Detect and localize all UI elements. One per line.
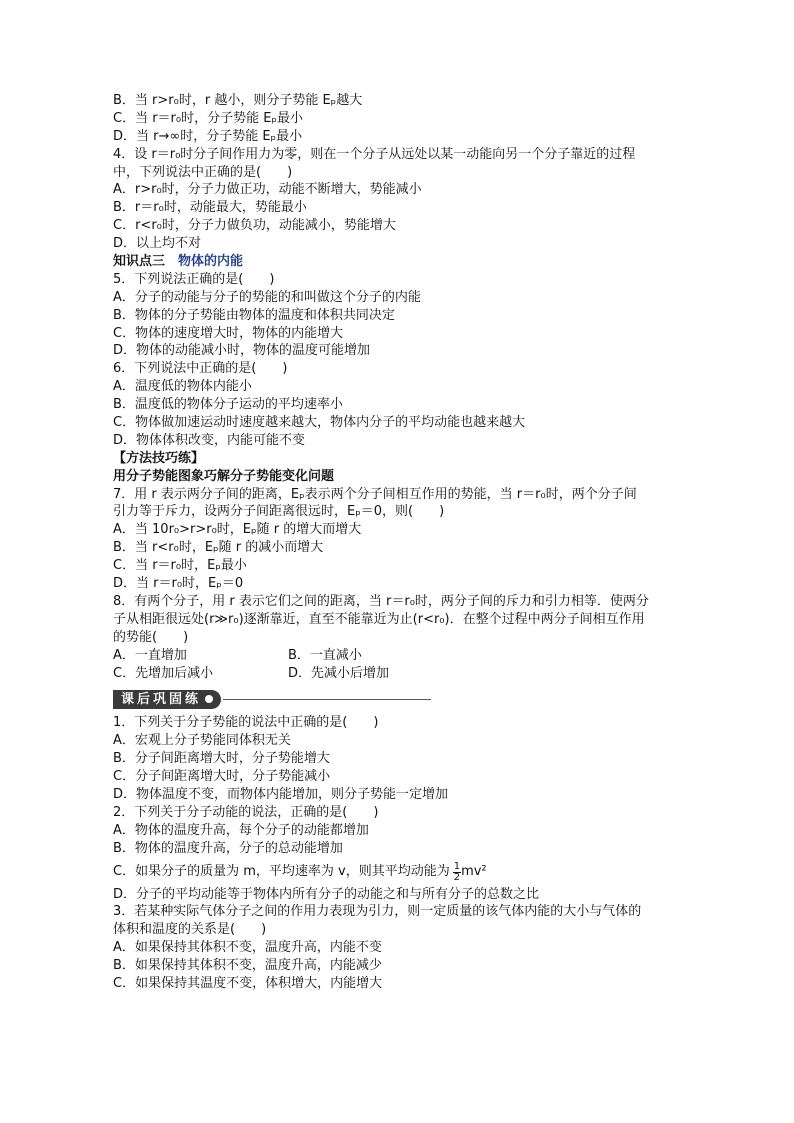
q8-option-b: B．一直减小 [288, 647, 362, 663]
banner-label [113, 690, 221, 709]
q8-stem-line-2: 子从相距很远处(r≫r₀)逐渐靠近，直至不能靠近为止(r<r₀)．在整个过程中两分子间相互作用 [113, 611, 645, 627]
q7-option-c: C．当 r＝r₀时，Eₚ最小 [113, 558, 247, 574]
banner-rule [223, 699, 431, 700]
fraction-denominator: 2 [453, 871, 461, 883]
q8-option-d: D．先减小后增加 [288, 665, 390, 681]
h2-option-c [113, 858, 683, 886]
q5-option-a: A．分子的动能与分子的势能的和叫做这个分子的内能 [113, 289, 421, 305]
h3-option-c: C．如果保持其温度不变，体积增大，内能增大 [113, 975, 383, 991]
q8-option-c: C．先增加后减小 [113, 665, 214, 681]
homework-question-1 [113, 714, 683, 803]
q7-stem-line-2: 引力等于斥力，设两分子间距离很远时，Eₚ＝0，则( ) [113, 504, 445, 520]
q5-stem: 5．下列说法正确的是( ) [113, 271, 275, 287]
q7-option-a: A．当 10r₀>r>r₀时，Eₚ随 r 的增大而增大 [113, 522, 362, 538]
q5-option-c: C．物体的速度增大时，物体的内能增大 [113, 325, 344, 341]
h3-stem-line-1: 3．若某种实际气体分子之间的作用力表现为引力，则一定质量的该气体内能的大小与气体的 [113, 904, 642, 920]
question-3-continued [113, 92, 683, 146]
h3-stem-line-2: 体积和温度的关系是( ) [113, 922, 267, 938]
h3-option-a: A．如果保持其体积不变，温度升高，内能不变 [113, 940, 382, 956]
h3-option-b: B．如果保持其体积不变，温度升高，内能减少 [113, 958, 382, 974]
h2-option-c-formula: mv² [461, 863, 487, 879]
section-heading-topic: 物体的内能 [178, 254, 244, 270]
q8-options-row-2 [113, 665, 683, 683]
banner-label-text: 课后巩固练 [121, 692, 202, 708]
h2-option-d: D．分子的平均动能等于物体内所有分子的动能之和与所有分子的总数之比 [113, 886, 540, 902]
homework-question-3 [113, 903, 683, 992]
q4-option-d: D．以上均不对 [113, 236, 202, 252]
worksheet-page [113, 92, 683, 993]
h1-option-c: C．分子间距离增大时，分子势能减小 [113, 769, 331, 785]
q8-options-row-1 [113, 647, 683, 665]
bullet-dot-icon [205, 695, 213, 703]
fraction-numerator: 1 [453, 860, 461, 872]
q7-option-b: B．当 r<r₀时，Eₚ随 r 的减小而增大 [113, 540, 324, 556]
h1-option-a: A．宏观上分子势能同体积无关 [113, 733, 291, 749]
question-7 [113, 486, 683, 593]
q6-option-c: C．物体做加速运动时速度越来越大，物体内分子的平均动能也越来越大 [113, 415, 526, 431]
section-banner [113, 686, 683, 712]
q3-option-c: C．当 r＝r₀时，分子势能 Eₚ最小 [113, 110, 304, 126]
q8-stem-line-3: 的势能( ) [113, 629, 189, 645]
section-heading-label: 知识点三 [113, 254, 179, 270]
section-heading-internal-energy [113, 253, 683, 271]
q4-option-b: B．r＝r₀时，动能最大，势能最小 [113, 200, 307, 216]
q6-stem: 6．下列说法中正确的是( ) [113, 361, 288, 377]
h1-option-d: D．物体温度不变，而物体内能增加，则分子势能一定增加 [113, 786, 449, 802]
q7-option-d: D．当 r＝r₀时，Eₚ＝0 [113, 576, 244, 592]
question-8 [113, 593, 683, 682]
method-subheading: 用分子势能图象巧解分子势能变化问题 [113, 468, 335, 484]
q5-option-d: D．物体的动能减小时，物体的温度可能增加 [113, 343, 371, 359]
h2-option-c-text: C．如果分子的质量为 m，平均速率为 v，则其平均动能为 [113, 863, 450, 879]
q4-option-a: A．r>r₀时，分子力做正功，动能不断增大，势能减小 [113, 182, 422, 198]
question-4 [113, 146, 683, 253]
h1-stem: 1．下列关于分子势能的说法中正确的是( ) [113, 715, 379, 731]
q5-option-b: B．物体的分子势能由物体的温度和体积共同决定 [113, 307, 395, 323]
question-6 [113, 360, 683, 449]
q3-option-b: B．当 r>r₀时，r 越小，则分子势能 Eₚ越大 [113, 93, 363, 108]
q6-option-d: D．物体体积改变，内能可能不变 [113, 432, 306, 448]
h2-stem: 2．下列关于分子动能的说法，正确的是( ) [113, 804, 379, 820]
homework-question-2 [113, 804, 683, 904]
h2-option-b: B．物体的温度升高，分子的总动能增加 [113, 840, 343, 856]
q8-option-a: A．一直增加 [113, 647, 187, 663]
h1-option-b: B．分子间距离增大时，分子势能增大 [113, 751, 330, 767]
q7-stem-line-1: 7．用 r 表示两分子间的距离，Eₚ表示两个分子间相互作用的势能，当 r＝r₀时，两个分子间 [113, 486, 637, 502]
method-heading: 【方法技巧练】 [113, 450, 205, 466]
q4-stem-line-2: 中，下列说法中正确的是( ) [113, 164, 293, 180]
q3-option-d: D．当 r→∞时，分子势能 Eₚ最小 [113, 128, 303, 144]
q4-stem-line-1: 4．设 r＝r₀时分子间作用力为零，则在一个分子从远处以某一动能向另一个分子靠近的过程 [113, 146, 636, 162]
q6-option-a: A．温度低的物体内能小 [113, 379, 252, 395]
h2-option-a: A．物体的温度升高，每个分子的动能都增加 [113, 822, 369, 838]
question-5 [113, 271, 683, 360]
fraction-one-half [453, 862, 461, 883]
q8-stem-line-1: 8．有两个分子，用 r 表示它们之间的距离，当 r＝r₀时，两分子间的斥力和引力相等．使两分 [113, 593, 649, 609]
q4-option-c: C．r<r₀时，分子力做负功，动能减小，势能增大 [113, 218, 396, 234]
q6-option-b: B．温度低的物体分子运动的平均速率小 [113, 397, 343, 413]
